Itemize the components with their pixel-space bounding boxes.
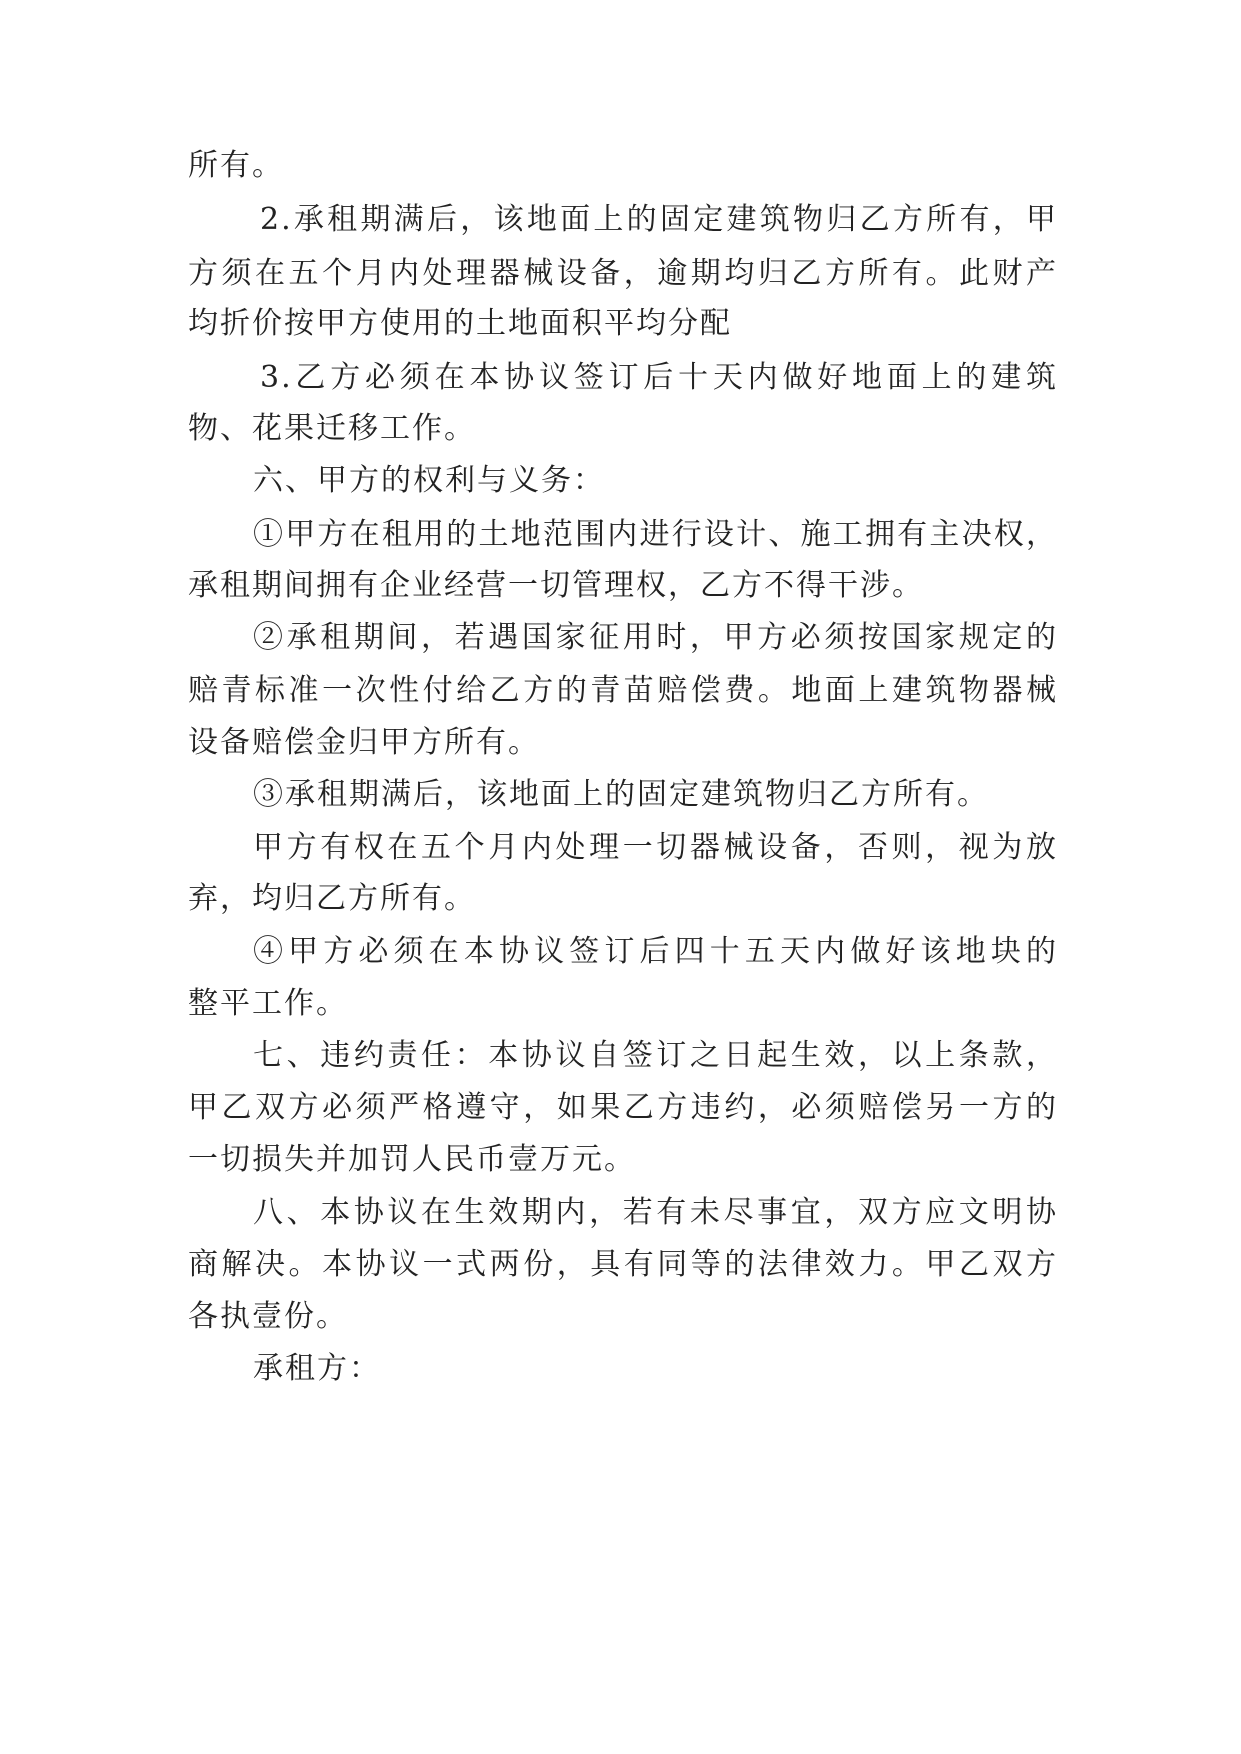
text-line: 各执壹份。	[188, 1299, 348, 1334]
text-line: 甲方有权在五个月内处理一切器械设备，否则，视为放	[253, 830, 1058, 865]
text-line: 甲乙双方必须严格遵守，如果乙方违约，必须赔偿另一方的	[188, 1090, 1058, 1125]
text-line: 2.承租期满后，该地面上的固定建筑物归乙方所有，甲	[260, 202, 1058, 237]
signature-label: 承租方：	[253, 1351, 381, 1386]
text-line: 承租期间拥有企业经营一切管理权，乙方不得干涉。	[188, 568, 924, 603]
section-heading: 八、本协议在生效期内，若有未尽事宜，双方应文明协	[253, 1195, 1058, 1230]
text-line: 均折价按甲方使用的土地面积平均分配	[188, 306, 732, 341]
text-line: 设备赔偿金归甲方所有。	[188, 725, 540, 760]
section-heading: 六、甲方的权利与义务：	[253, 463, 605, 498]
text-line: ③承租期满后，该地面上的固定建筑物归乙方所有。	[253, 777, 989, 812]
text-line: 赔青标准一次性付给乙方的青苗赔偿费。地面上建筑物器械	[188, 673, 1058, 708]
text-line: 弃，均归乙方所有。	[188, 881, 476, 916]
text-line: 整平工作。	[188, 986, 348, 1021]
text-line: ②承租期间，若遇国家征用时，甲方必须按国家规定的	[253, 620, 1058, 655]
text-line: ④甲方必须在本协议签订后四十五天内做好该地块的	[253, 934, 1058, 969]
text-line: 商解决。本协议一式两份，具有同等的法律效力。甲乙双方	[188, 1247, 1058, 1282]
text-line: 物、花果迁移工作。	[188, 411, 476, 446]
text-line: 3.乙方必须在本协议签订后十天内做好地面上的建筑	[260, 360, 1058, 395]
text-line: 一切损失并加罚人民币壹万元。	[188, 1142, 636, 1177]
text-line: 方须在五个月内处理器械设备，逾期均归乙方所有。此财产	[188, 256, 1058, 291]
text-line: 所有。	[188, 148, 284, 183]
text-line: ①甲方在租用的土地范围内进行设计、施工拥有主决权，	[253, 517, 1058, 552]
section-heading: 七、违约责任：本协议自签订之日起生效，以上条款，	[253, 1038, 1058, 1073]
